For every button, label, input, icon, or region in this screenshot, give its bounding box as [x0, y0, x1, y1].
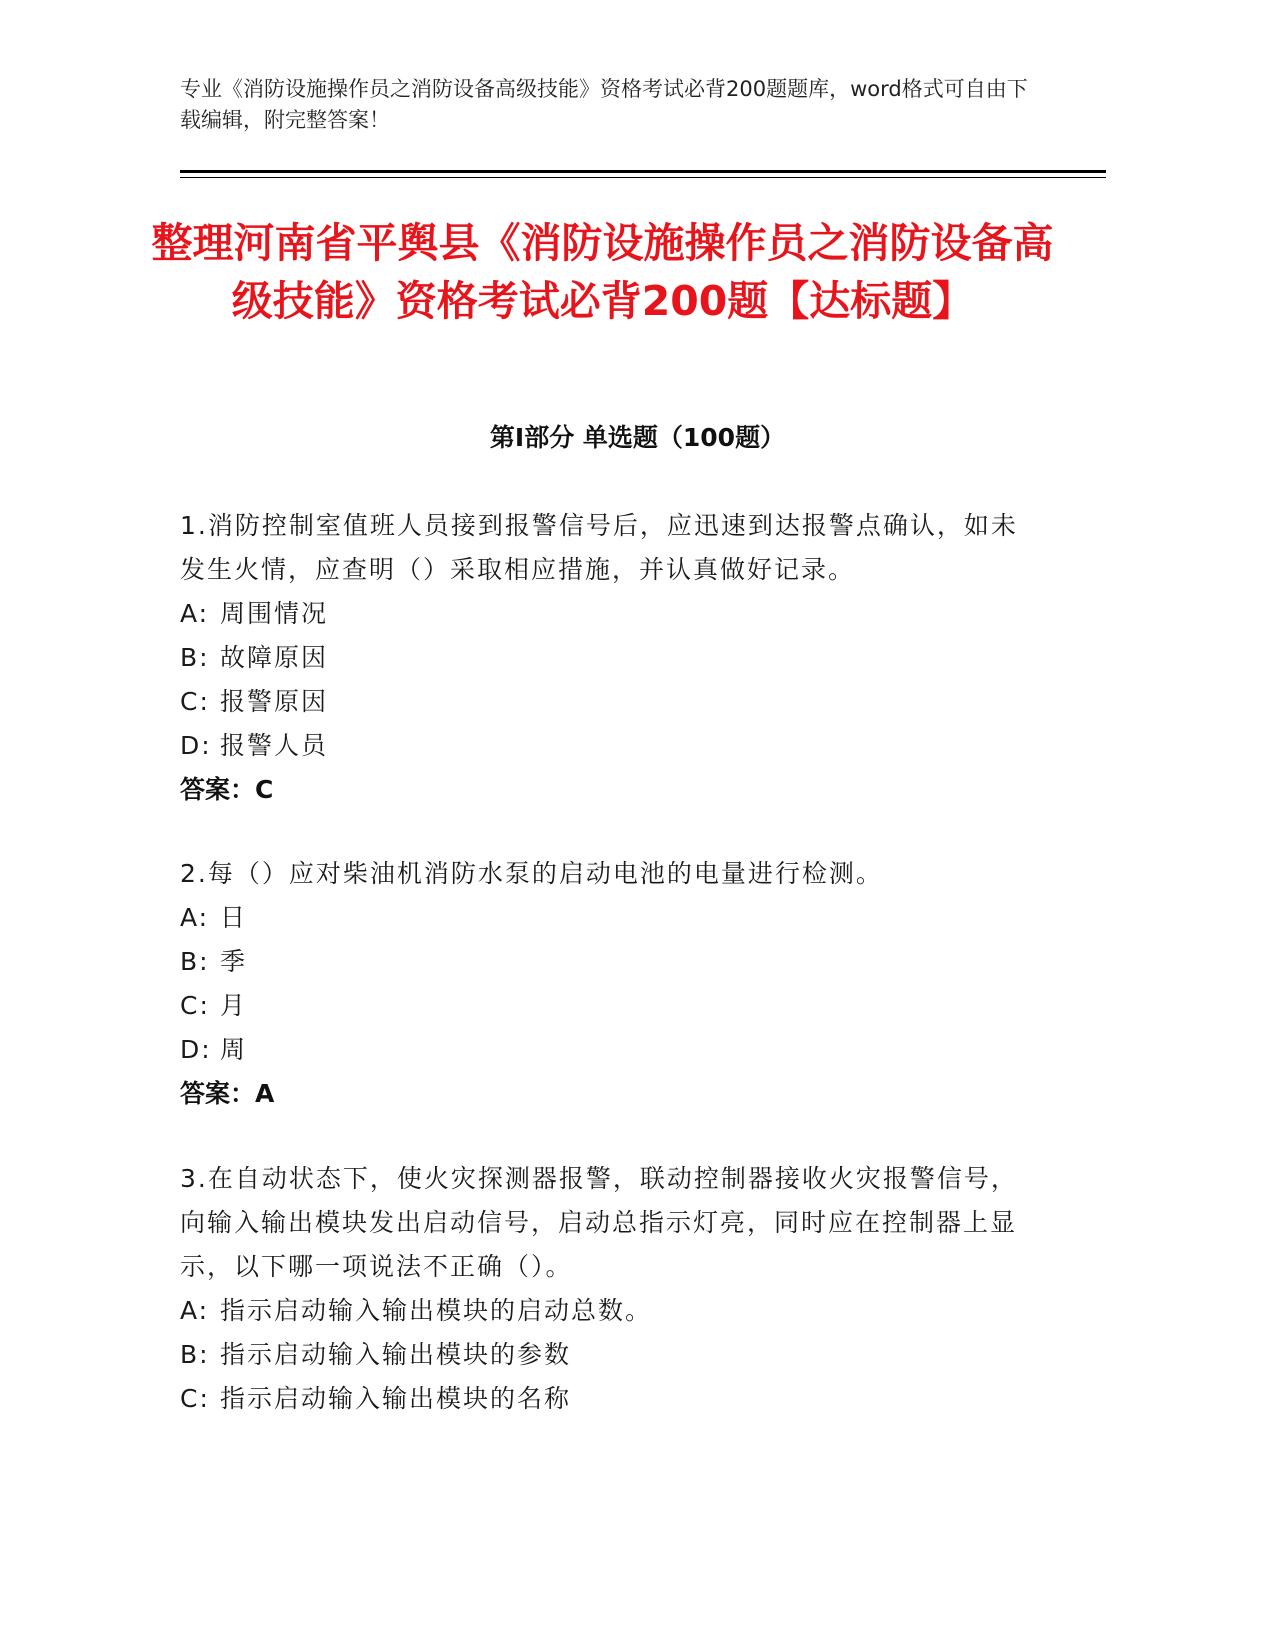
option-key: B: [180, 1340, 210, 1369]
question-stem: 2.每（）应对柴油机消防水泵的启动电池的电量进行检测。 [180, 859, 883, 888]
option-a [180, 896, 1030, 940]
option-d [180, 1028, 1030, 1072]
option-text: 周围情况 [220, 599, 329, 628]
option-c [180, 984, 1030, 1028]
document-title: 整理河南省平舆县《消防设施操作员之消防设备高级技能》资格考试必背200题【达标题】 [151, 219, 1054, 325]
header-divider-thick [180, 170, 1106, 173]
question-stem: 1.消防控制室值班人员接到报警信号后，应迅速到达报警点确认，如未发生火情，应查明（）采取相应措施，并认真做好记录。 [180, 511, 1018, 584]
question-1 [180, 504, 1030, 812]
option-text: 日 [220, 903, 248, 932]
option-d [180, 724, 1030, 768]
option-text: 指示启动输入输出模块的参数 [220, 1340, 572, 1369]
option-b [180, 1333, 1030, 1377]
option-key: D: [180, 731, 212, 760]
option-text: 指示启动输入输出模块的启动总数。 [220, 1296, 653, 1325]
question-2 [180, 852, 1030, 1116]
answer-line: 答案：C [180, 775, 274, 804]
header-note: 专业《消防设施操作员之消防设备高级技能》资格考试必背200题题库，word格式可自由下载编辑，附完整答案！ [180, 77, 1028, 132]
question-3 [180, 1157, 1030, 1421]
option-c [180, 680, 1030, 724]
option-key: A: [180, 903, 210, 932]
option-key: A: [180, 599, 210, 628]
answer-line: 答案：A [180, 1079, 275, 1108]
option-b [180, 940, 1030, 984]
option-key: B: [180, 947, 210, 976]
option-text: 月 [220, 991, 248, 1020]
option-text: 报警人员 [220, 731, 329, 760]
option-a [180, 592, 1030, 636]
option-b [180, 636, 1030, 680]
option-key: C: [180, 1384, 210, 1413]
option-key: D: [180, 1035, 212, 1064]
option-text: 周 [220, 1035, 248, 1064]
option-key: A: [180, 1296, 210, 1325]
header-divider-thin [180, 177, 1106, 178]
option-text: 故障原因 [220, 643, 329, 672]
option-text: 指示启动输入输出模块的名称 [220, 1384, 572, 1413]
option-c [180, 1377, 1030, 1421]
option-text: 季 [220, 947, 248, 976]
question-stem: 3.在自动状态下，使火灾探测器报警，联动控制器接收火灾报警信号，向输入输出模块发出启动信号，启动总指示灯亮，同时应在控制器上显示，以下哪一项说法不正确（）。 [180, 1164, 1018, 1281]
option-key: C: [180, 991, 210, 1020]
option-a [180, 1289, 1030, 1333]
option-key: B: [180, 643, 210, 672]
section-heading: 第Ⅰ部分 单选题（100题） [489, 423, 786, 452]
option-key: C: [180, 687, 210, 716]
option-text: 报警原因 [220, 687, 329, 716]
